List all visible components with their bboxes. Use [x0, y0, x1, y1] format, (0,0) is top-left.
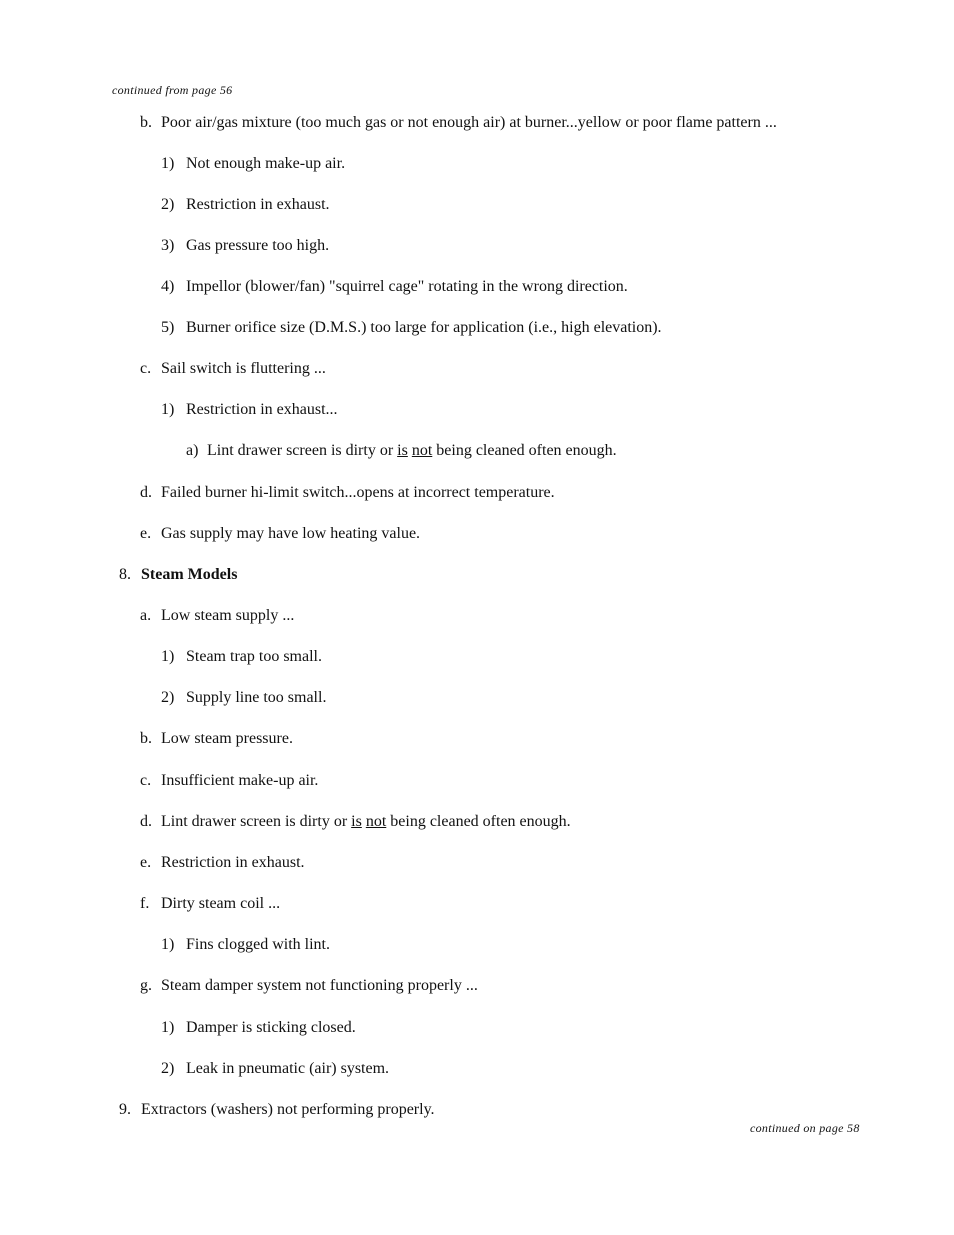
- section-title: Steam Models: [141, 566, 238, 583]
- list-item: [161, 318, 662, 338]
- item-text: Damper is sticking closed.: [186, 1019, 356, 1036]
- item-label: 1): [161, 648, 175, 665]
- list-item: [140, 359, 326, 379]
- item-label: 4): [161, 278, 175, 295]
- underlined-is: is: [397, 442, 408, 459]
- list-item: [161, 154, 345, 174]
- list-item: [140, 113, 777, 133]
- item-text: [207, 442, 617, 459]
- list-item: [140, 976, 478, 996]
- item-label: a): [186, 442, 199, 459]
- list-item: [140, 729, 293, 749]
- item-text: Failed burner hi-limit switch...opens at incorrect temperature.: [161, 484, 555, 501]
- list-item: [140, 771, 318, 791]
- item-text: Impellor (blower/fan) "squirrel cage" rotating in the wrong direction.: [186, 278, 628, 295]
- item-text: Poor air/gas mixture (too much gas or not enough air) at burner...yellow or poor flame pattern ...: [161, 114, 777, 131]
- item-text: Restriction in exhaust.: [161, 854, 305, 871]
- item-text: [161, 813, 571, 830]
- item-text: Restriction in exhaust...: [186, 401, 338, 418]
- item-text: Low steam pressure.: [161, 730, 293, 747]
- list-item: [140, 606, 294, 626]
- item-label: c.: [140, 772, 152, 789]
- item-label: g.: [140, 977, 152, 994]
- section-heading: [119, 565, 237, 585]
- item-text: Dirty steam coil ...: [161, 895, 281, 912]
- item-label: 1): [161, 155, 175, 172]
- item-text-pre: Lint drawer screen is dirty or: [161, 813, 352, 830]
- item-label: d.: [140, 813, 152, 830]
- list-item: [161, 277, 628, 297]
- underlined-not: not: [365, 813, 387, 830]
- item-label: 5): [161, 319, 175, 336]
- item-label: 9.: [119, 1101, 131, 1118]
- item-label: e.: [140, 854, 152, 871]
- item-label: 2): [161, 196, 175, 213]
- list-item: [140, 483, 555, 503]
- underlined-not: not: [411, 442, 433, 459]
- list-item: [161, 236, 329, 256]
- list-item: [140, 853, 305, 873]
- list-item: [161, 1059, 389, 1079]
- list-item: [161, 195, 330, 215]
- continued-on-note: continued on page 58: [750, 1121, 860, 1135]
- item-text-post: being cleaned often enough.: [386, 813, 571, 830]
- item-text: Gas pressure too high.: [186, 237, 330, 254]
- item-label: d.: [140, 484, 152, 501]
- item-text-pre: Lint drawer screen is dirty or: [207, 442, 398, 459]
- item-label: f.: [140, 895, 150, 912]
- underlined-is: is: [351, 813, 362, 830]
- item-text: Gas supply may have low heating value.: [161, 525, 421, 542]
- item-text: Burner orifice size (D.M.S.) too large for application (i.e., high elevation).: [186, 319, 662, 336]
- list-item: [140, 812, 571, 832]
- item-label: 8.: [119, 566, 131, 583]
- list-item: [161, 400, 338, 420]
- item-label: 2): [161, 689, 175, 706]
- item-text: Leak in pneumatic (air) system.: [186, 1060, 390, 1077]
- item-label: b.: [140, 114, 152, 131]
- item-text: Not enough make-up air.: [186, 155, 346, 172]
- list-item: [161, 647, 322, 667]
- list-item: [161, 935, 330, 955]
- list-item: [119, 1100, 435, 1120]
- item-label: e.: [140, 525, 152, 542]
- item-label: 1): [161, 401, 175, 418]
- item-text: Fins clogged with lint.: [186, 936, 330, 953]
- item-text: Insufficient make-up air.: [161, 772, 319, 789]
- item-label: 2): [161, 1060, 175, 1077]
- item-text: Extractors (washers) not performing properly.: [141, 1101, 435, 1118]
- item-text: Steam damper system not functioning properly ...: [161, 977, 478, 994]
- item-text: Restriction in exhaust.: [186, 196, 330, 213]
- continued-from-note: continued from page 56: [112, 83, 233, 97]
- item-label: 1): [161, 936, 175, 953]
- item-label: c.: [140, 360, 152, 377]
- item-label: 1): [161, 1019, 175, 1036]
- list-item: [186, 441, 617, 461]
- item-text: Sail switch is fluttering ...: [161, 360, 326, 377]
- list-item: [161, 688, 326, 708]
- list-item: [140, 894, 280, 914]
- list-item: [140, 524, 420, 544]
- item-label: b.: [140, 730, 152, 747]
- item-label: a.: [140, 607, 152, 624]
- list-item: [161, 1018, 356, 1038]
- item-text: Steam trap too small.: [186, 648, 322, 665]
- item-label: 3): [161, 237, 175, 254]
- item-text: Low steam supply ...: [161, 607, 295, 624]
- item-text-post: being cleaned often enough.: [432, 442, 617, 459]
- item-text: Supply line too small.: [186, 689, 327, 706]
